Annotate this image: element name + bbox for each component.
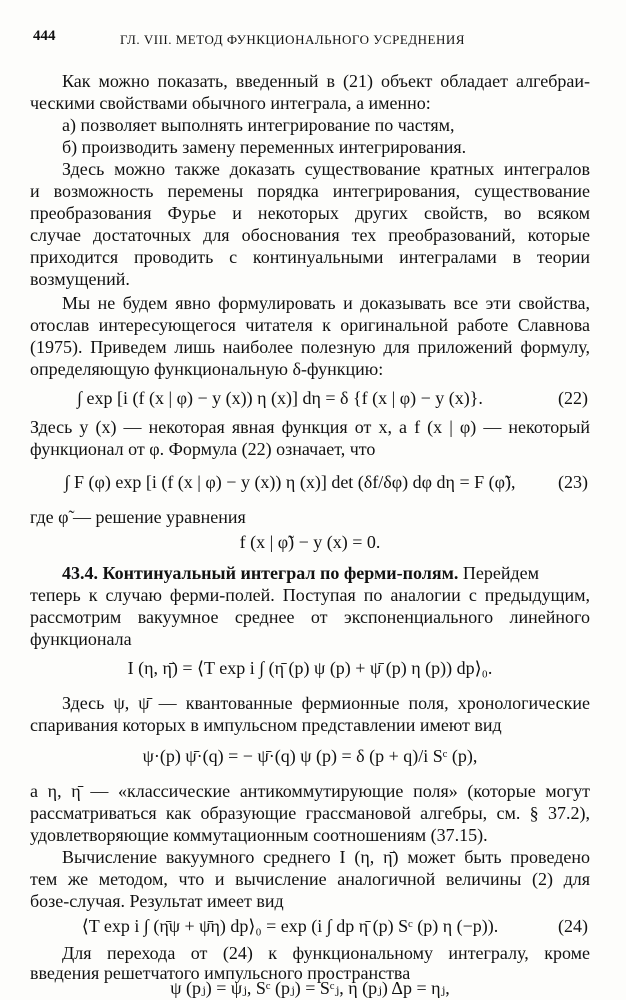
- text-line: (1975). Приведем лишь наиболее полезную для приложений формулу,: [30, 337, 590, 357]
- equation-number: (24): [558, 916, 588, 936]
- equation-number: (22): [558, 388, 588, 408]
- section-heading: [62, 562, 539, 584]
- text-line: где φ̃ — решение уравнения: [30, 507, 246, 527]
- equation-solution: f (x | φ̃) − y (x) = 0.: [239, 532, 381, 552]
- text-line: а η, η̄ — «классические антикоммутирующие поля» (которые могут: [30, 781, 590, 801]
- text-line: функционала: [30, 629, 132, 649]
- section-text: Перейдем: [462, 563, 540, 583]
- equation-23: ∫ F (φ) exp [i (f (x | φ) − y (x)) η (x)] det (δf/δφ) dφ dη = F (φ̃),: [64, 472, 516, 492]
- text-line: преобразования Фурье и некоторых других свойств, во всяком: [30, 203, 590, 223]
- equation-22: ∫ exp [i (f (x | φ) − y (x)) η (x)] dη = δ {f (x | φ) − y (x)}.: [77, 388, 483, 408]
- text-line: Здесь ψ, ψ̄ — квантованные фермионные поля, хронологические: [62, 693, 590, 713]
- text-line: спаривания которых в импульсном представлении имеют вид: [30, 715, 502, 735]
- text-line: Мы не будем явно формулировать и доказывать все эти свойства,: [62, 293, 590, 313]
- text-line: рассмотрим вакуумное среднее от экспоненциального линейного: [30, 607, 590, 627]
- text-line: Здесь можно также доказать существование кратных интегралов: [62, 159, 590, 179]
- text-line: ческими свойствами обычного интеграла, а именно:: [30, 93, 431, 113]
- text-line: введения решетчатого импульсного пространства: [30, 963, 411, 983]
- text-line: б) производить замену переменных интегрирования.: [62, 137, 467, 157]
- text-line: возмущений.: [30, 269, 130, 289]
- text-line: приходится проводить с континуальными интегралами в теории: [30, 247, 590, 267]
- text-line: случае достаточных для обоснования тех преобразований, которые: [30, 225, 590, 245]
- equation-number: (23): [558, 472, 588, 492]
- section-title: 43.4. Континуальный интеграл по ферми-полям.: [62, 563, 459, 583]
- text-line: удовлетворяющие коммутационным соотношениям (37.15).: [30, 825, 488, 845]
- text-line: функционал от φ. Формула (22) означает, что: [30, 439, 376, 459]
- text-line: Как можно показать, введенный в (21) объект обладает алгебраи-: [62, 71, 590, 91]
- equation-24: ⟨T exp i ∫ (η̄ψ + ψ̄η) dp⟩₀ = exp (i ∫ dp η̄ (p) Sᶜ (p) η (−p)).: [81, 916, 499, 936]
- equation-lattice: ψ (pⱼ) = ψⱼ, Sᶜ (pⱼ) = Sᶜⱼ, η (pⱼ) Δp = ηⱼ,: [170, 978, 450, 998]
- text-line: бозе-случая. Результат имеет вид: [30, 891, 284, 911]
- text-line: и возможность перемены порядка интегрирования, существование: [30, 181, 590, 201]
- text-line: а) позволяет выполнять интегрирование по частям,: [62, 115, 455, 135]
- text-line: Для перехода от (24) к функциональному интегралу, кроме: [62, 943, 590, 963]
- text-line: Вычисление вакуумного среднего I (η, η̄) может быть проведено: [62, 847, 590, 867]
- text-line: теперь к случаю ферми-полей. Поступая по аналогии с предыдущим,: [30, 585, 590, 605]
- text-line: Здесь y (x) — некоторая явная функция от x, a f (x | φ) — некоторый: [30, 417, 590, 437]
- text-line: определяющую функциональную δ-функцию:: [30, 359, 384, 379]
- page-number: 444: [33, 28, 56, 44]
- equation-contraction: ψ·(p) ψ̄·(q) = − ψ̄·(q) ψ (p) = δ (p + q)/i Sᶜ (p),: [142, 746, 478, 766]
- text-line: тем же методом, что и вычисление аналогичной величины (2) для: [30, 869, 590, 889]
- running-title: ГЛ. VIII. МЕТОД ФУНКЦИОНАЛЬНОГО УСРЕДНЕНИЯ: [120, 32, 465, 47]
- text-line: отослав интересующегося читателя к оригинальной работе Славнова: [30, 315, 590, 335]
- text-line: рассматриваться как образующие грассмановой алгебры, см. § 37.2),: [30, 803, 590, 823]
- equation-vacuum-mean: I (η, η̄) = ⟨T exp i ∫ (η̄ (p) ψ (p) + ψ̄ (p) η (p)) dp⟩₀.: [127, 658, 493, 678]
